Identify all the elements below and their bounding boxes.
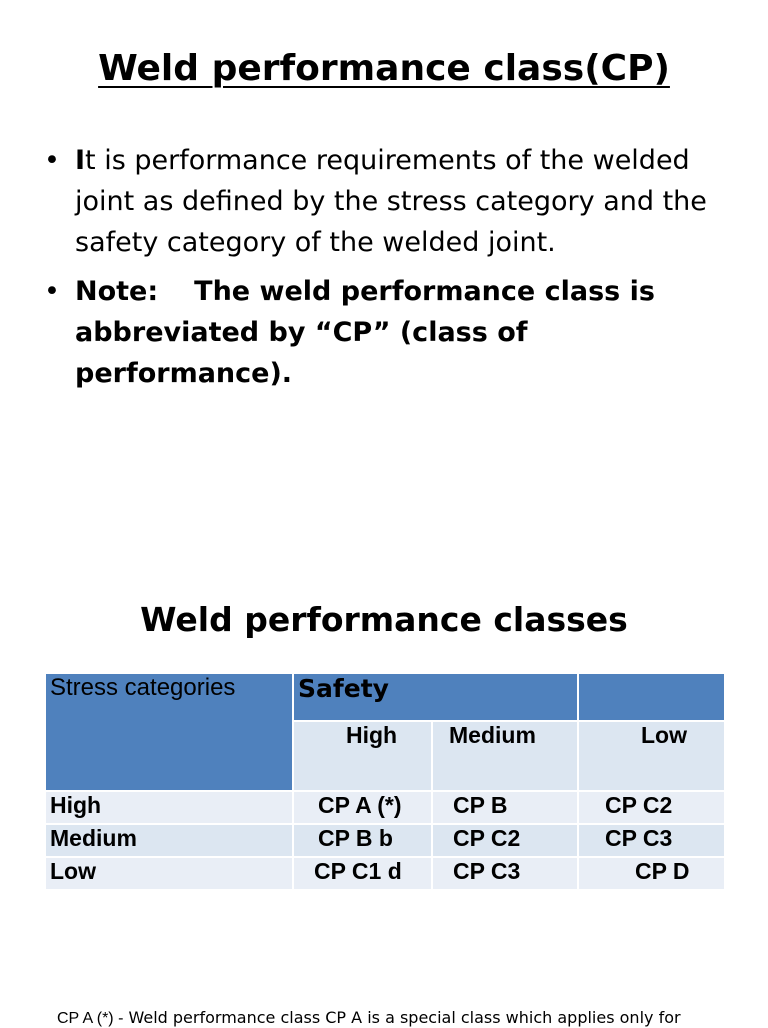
table-row (45, 791, 725, 824)
stress-high: High (45, 791, 293, 824)
note-label: Note: (75, 276, 159, 307)
table-row (45, 824, 725, 857)
performance-class-table (44, 672, 726, 891)
safety-level-low: Low (578, 721, 725, 791)
cell-low-high: CP C1 d (293, 857, 432, 890)
footnote (57, 1008, 681, 1028)
table-row (45, 857, 725, 890)
note-bullet (44, 271, 734, 394)
safety-level-medium: Medium (432, 721, 578, 791)
section-title: Weld performance classes (140, 600, 628, 639)
footnote-lead: CP A (*) - (57, 1010, 124, 1027)
note-text: The weld performance class is abbreviated by “CP” (class of performance). (75, 276, 655, 389)
cell-medium-low: CP C3 (578, 824, 725, 857)
cell-high-low: CP C2 (578, 791, 725, 824)
stress-medium: Medium (45, 824, 293, 857)
cell-high-medium: CP B (432, 791, 578, 824)
cell-medium-medium: CP C2 (432, 824, 578, 857)
slide-title: Weld performance class(CP) (98, 48, 670, 89)
cell-low-medium: CP C3 (432, 857, 578, 890)
bullet-list (44, 140, 734, 402)
definition-lead-letter: I (75, 145, 86, 176)
safety-level-high: High (293, 721, 432, 791)
footnote-text: Weld performance class CP A is a special class which applies only for (128, 1008, 681, 1027)
cell-low-low: CP D (578, 857, 725, 890)
bullet-dot: • (44, 145, 60, 176)
stress-categories-header: Stress categories (45, 673, 293, 791)
definition-text: t is performance requirements of the welded joint as defined by the stress category and the safety category of the welded joint. (75, 145, 707, 258)
header-blank-cell (578, 673, 725, 721)
safety-header: Safety (293, 673, 578, 721)
cell-high-high: CP A (*) (293, 791, 432, 824)
definition-bullet (44, 140, 734, 263)
bullet-dot: • (44, 276, 60, 307)
stress-low: Low (45, 857, 293, 890)
cell-medium-high: CP B b (293, 824, 432, 857)
